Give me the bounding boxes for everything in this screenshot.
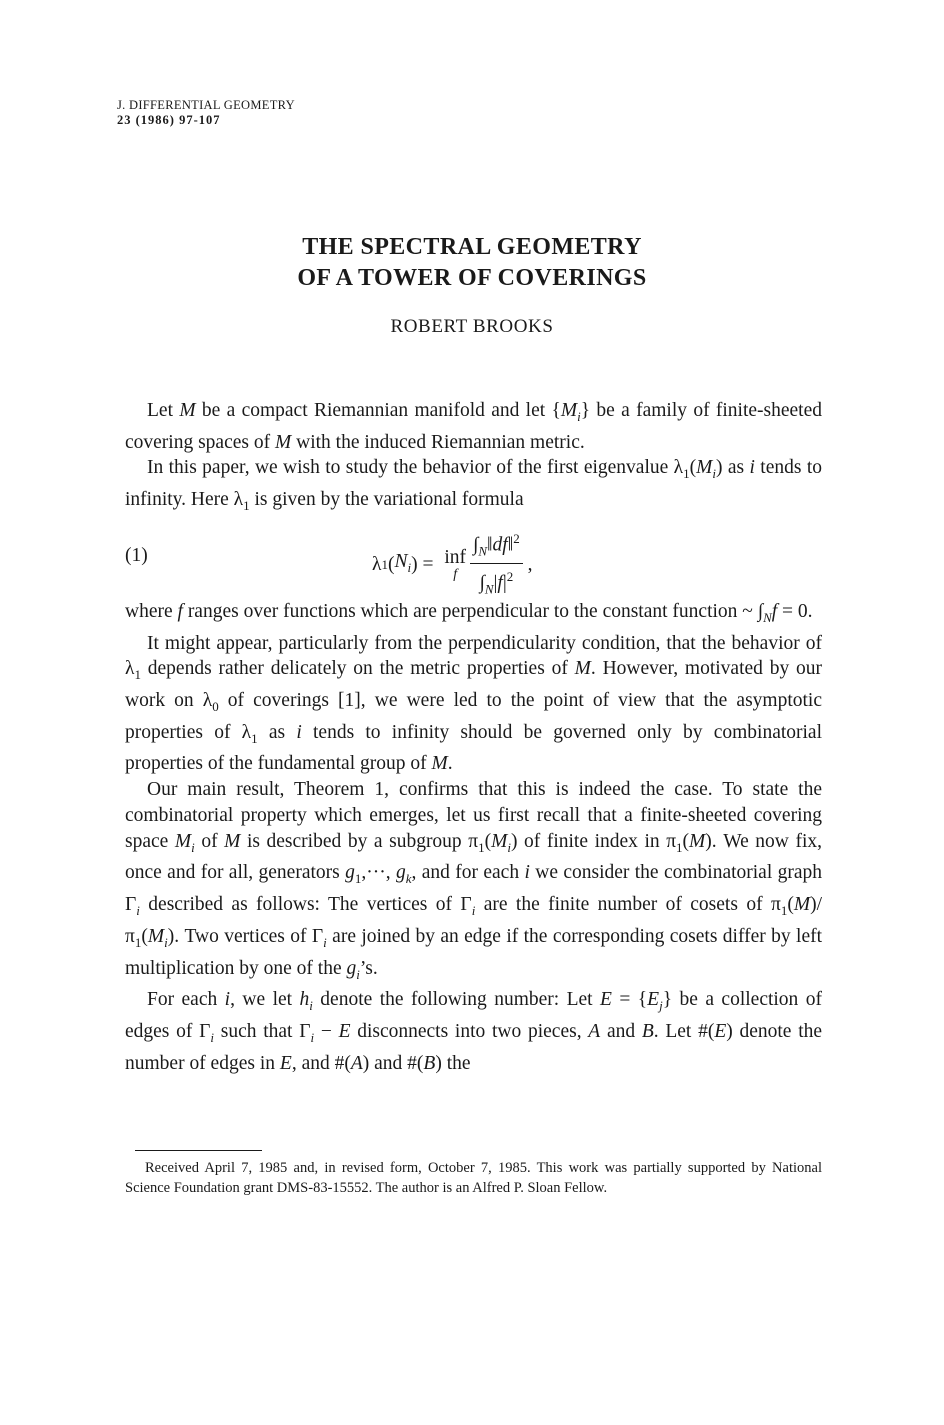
paragraph-1: Let M be a compact Riemannian manifold and let $\{M_i\}$ be a family of finite-sheeted covering spaces of M with the induced Riemannian metric. <box>125 400 823 453</box>
paragraph-3: where f ranges over functions which are perpendicular to the constant function ~ $\int_Nf = 0$. <box>125 600 813 625</box>
footnote-rule <box>135 1150 262 1151</box>
body-text <box>125 398 822 1076</box>
paragraph-5: Our main result, Theorem 1, confirms that this is indeed the case. To state the combinatorial property which emerges, let us first recall that a finite-sheeted covering space $M_i$ of M is described by a subgroup $\pi_1(M_i)$ of finite index in $\pi_1(M)$. We now fix, once and for all, generators $g_1,\cdot\cdot\cdot$, $g_k$, and for each i we consider the combinatorial graph $\Gamma_i$ described as follows: The vertices of $\Gamma_i$ are the finite number of cosets of $\pi_1(M)/\pi_1(M_i)$. Two vertices of $\Gamma_i$ are joined by an edge if the corresponding cosets differ by left multiplication by one of the $g_i’s$. <box>125 779 823 982</box>
journal-name: J. DIFFERENTIAL GEOMETRY <box>117 98 295 112</box>
footnote <box>125 1158 822 1198</box>
footnote-text: Received April 7, 1985 and, in revised form, October 7, 1985. This work was partially supported by National Science Foundation grant DMS-83-15552. The author is an Alfred P. Sloan Fellow. <box>125 1160 822 1196</box>
equation-formula: λ 1 ( $N_i$ ) = inf f $\frac{\int_N‖df‖^2}{\int_N|f|^2}$ , <box>372 527 532 603</box>
paragraph-2: In this paper, we wish to study the behavior of the first eigenvalue $\lambda_1(M_i)$ as i tends to infinity. Here $\lambda_1$ is given by the variational formula <box>125 457 822 514</box>
author-name: ROBERT BROOKS <box>390 316 554 337</box>
title-line-1: THE SPECTRAL GEOMETRY <box>302 234 642 260</box>
journal-header <box>117 98 295 128</box>
paragraph-6: For each i, we let $h_i$ denote the following number: Let $E = \{E_j\}$ be a collection of edges of $\Gamma_i$ such that $\Gamma_i - E$ disconnects into two pieces, A and B. Let #(E) denote the number of edges in E, and #(A) and #(B) the <box>125 989 823 1074</box>
equation-1 <box>125 527 822 597</box>
title-line-2: OF A TOWER OF COVERINGS <box>297 265 647 291</box>
journal-volume: 23 (1986) 97-107 <box>117 113 221 127</box>
paper-title <box>0 232 944 294</box>
equation-number: (1) <box>125 544 148 566</box>
paragraph-4: It might appear, particularly from the perpendicularity condition, that the behavior of $\lambda_1$ depends rather delicately on the metric properties of M. However, motivated by our work on $\lambda_0$ of coverings [1], we were led to the point of view that the asymptotic properties of $\lambda_1$ as i tends to infinity should be governed only by combinatorial properties of the fundamental group of M. <box>125 632 822 775</box>
